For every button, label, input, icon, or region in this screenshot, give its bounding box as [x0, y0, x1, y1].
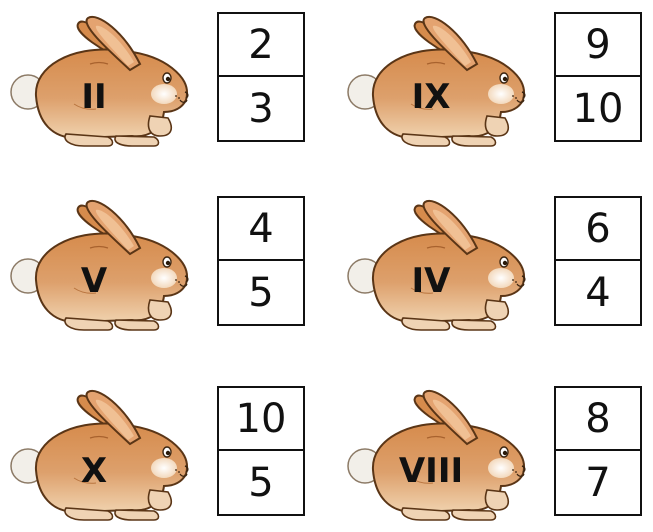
choice-bottom[interactable]: 4: [585, 269, 611, 316]
puzzle-card-6: [341, 378, 651, 528]
choice-top[interactable]: 10: [219, 388, 303, 451]
choice-top[interactable]: 8: [556, 388, 640, 451]
roman-numeral: V: [80, 261, 108, 301]
choice-top[interactable]: 6: [556, 198, 640, 261]
bunny-icon: [341, 4, 541, 154]
bunny-icon: [4, 4, 204, 154]
bunny-icon: [341, 188, 541, 338]
roman-numeral: X: [80, 451, 108, 491]
answer-box: [217, 12, 305, 142]
bunny-icon: [341, 378, 541, 528]
puzzle-card-1: [4, 4, 314, 154]
answer-box: [554, 12, 642, 142]
answer-box: [554, 386, 642, 516]
choice-bottom[interactable]: 10: [572, 85, 624, 132]
bunny-icon: [4, 378, 204, 528]
puzzle-card-5: [4, 378, 314, 528]
answer-box: [554, 196, 642, 326]
roman-numeral: II: [81, 77, 107, 117]
choice-bottom[interactable]: 3: [248, 85, 274, 132]
choice-bottom[interactable]: 7: [585, 459, 611, 506]
puzzle-card-4: [341, 188, 651, 338]
choice-bottom[interactable]: 5: [248, 269, 274, 316]
puzzle-card-3: [4, 188, 314, 338]
bunny-icon: [4, 188, 204, 338]
answer-box: [217, 386, 305, 516]
choice-bottom[interactable]: 5: [248, 459, 274, 506]
answer-box: [217, 196, 305, 326]
choice-top[interactable]: 9: [556, 14, 640, 77]
puzzle-card-2: [341, 4, 651, 154]
roman-numeral: IV: [411, 261, 451, 301]
roman-numeral: IX: [411, 77, 451, 117]
choice-top[interactable]: 4: [219, 198, 303, 261]
choice-top[interactable]: 2: [219, 14, 303, 77]
roman-numeral: VIII: [398, 451, 464, 491]
